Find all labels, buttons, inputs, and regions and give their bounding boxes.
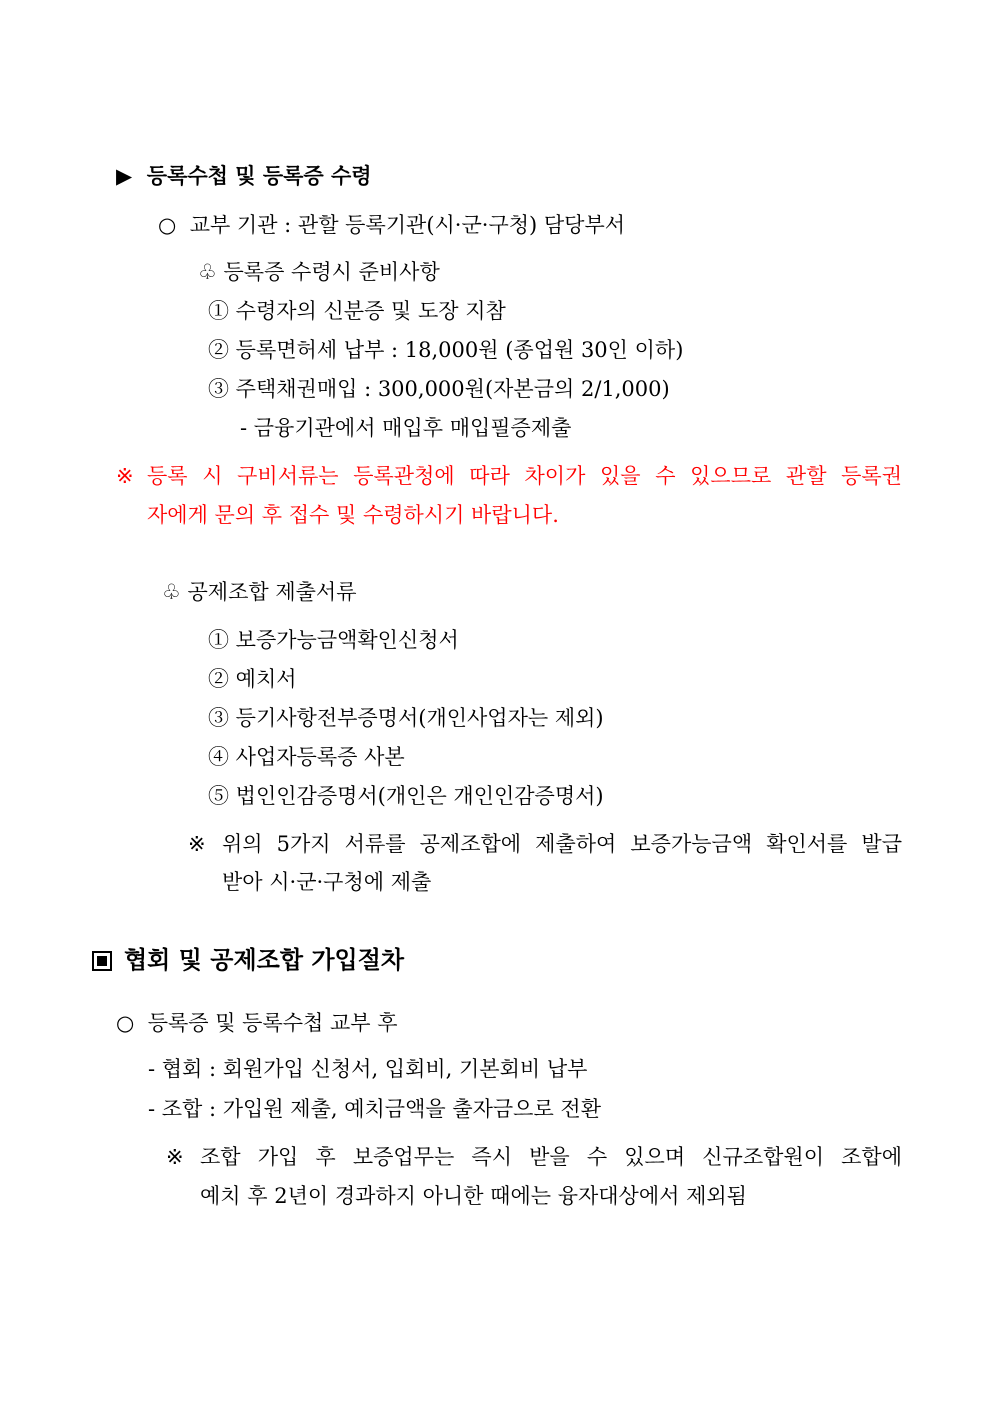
club-icon: ♧ <box>198 260 217 284</box>
triangle-arrow-icon: ▶ <box>116 163 133 188</box>
list-item: ⑤ 법인인감증명서(개인은 개인인감증명서) <box>208 784 604 808</box>
submission-title: 공제조합 제출서류 <box>187 580 357 604</box>
filled-square-icon <box>92 951 112 971</box>
submission-note-line1: 위의 5가지 서류를 공제조합에 제출하여 보증가능금액 확인서를 발급 <box>222 832 902 856</box>
prep-heading <box>198 259 440 285</box>
circle-bullet-icon: ○ <box>116 1011 135 1035</box>
prep-sub-item: - 금융기관에서 매입후 매입필증제출 <box>240 416 572 440</box>
section3-heading <box>92 947 404 973</box>
list-item: ① 보증가능금액확인신청서 <box>208 628 459 652</box>
note-mark: ※ <box>188 832 206 856</box>
list-item: ② 예치서 <box>208 667 297 691</box>
section3-note-line1: 조합 가입 후 보증업무는 즉시 받을 수 있으며 신규조합원이 조합에 <box>200 1145 902 1169</box>
list-item: ③ 주택채권매입 : 300,000원(자본금의 2/1,000) <box>208 377 670 401</box>
list-item: ④ 사업자등록증 사본 <box>208 745 405 769</box>
note-mark: ※ <box>166 1145 184 1169</box>
list-item: ① 수령자의 신분증 및 도장 지참 <box>208 299 506 323</box>
list-item: - 조합 : 가입원 제출, 예치금액을 출자금으로 전환 <box>148 1097 602 1121</box>
section3-bullet-text: 등록증 및 등록수첩 교부 후 <box>147 1011 398 1035</box>
submission-heading <box>162 579 356 605</box>
section3-title: 협회 및 공제조합 가입절차 <box>124 946 405 974</box>
list-item: ② 등록면허세 납부 : 18,000원 (종업원 30인 이하) <box>208 338 684 362</box>
note-mark: ※ <box>116 464 134 488</box>
submission-note-line2: 받아 시·군·구청에 제출 <box>222 870 432 894</box>
circle-bullet-icon: ○ <box>158 213 177 237</box>
list-item: ③ 등기사항전부증명서(개인사업자는 제외) <box>208 706 604 730</box>
section1-heading <box>116 163 372 189</box>
red-notice-line1: 등록 시 구비서류는 등록관청에 따라 차이가 있을 수 있으므로 관할 등록권 <box>147 464 902 488</box>
red-notice-line2: 자에게 문의 후 접수 및 수령하시기 바랍니다. <box>147 503 559 527</box>
issuer-text: 교부 기관 : 관할 등록기관(시·군·구청) 담당부서 <box>189 213 626 237</box>
list-item: - 협회 : 회원가입 신청서, 입회비, 기본회비 납부 <box>148 1057 588 1081</box>
prep-title: 등록증 수령시 준비사항 <box>223 260 440 284</box>
section3-note-line2: 예치 후 2년이 경과하지 아니한 때에는 융자대상에서 제외됨 <box>200 1184 747 1208</box>
section1-title: 등록수첩 및 등록증 수령 <box>146 163 372 188</box>
club-icon: ♧ <box>162 580 181 604</box>
section3-bullet <box>116 1010 398 1036</box>
issuer-line <box>158 212 625 238</box>
